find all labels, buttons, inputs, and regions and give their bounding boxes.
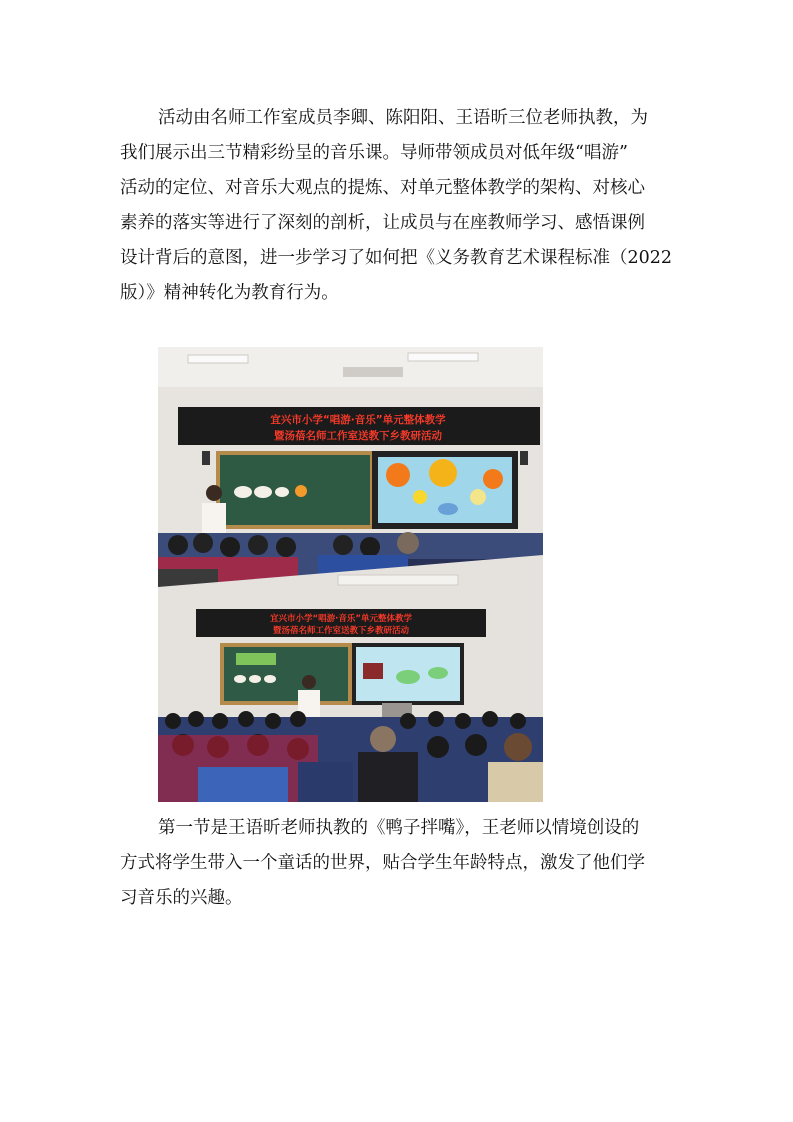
text-line: 素养的落实等进行了深刻的剖析，让成员与在座教师学习、感悟课例	[120, 213, 645, 233]
paragraph-intro	[120, 101, 675, 311]
banner-bottom-line1: 宜兴市小学“唱游·音乐”单元整体教学	[270, 614, 412, 624]
text-line: 我们展示出三节精彩纷呈的音乐课。导师带领成员对低年级“唱游”	[120, 143, 628, 163]
text-line: 设计背后的意图，进一步学习了如何把《义务教育艺术课程标准（2022	[120, 248, 673, 268]
classroom-photo	[158, 347, 543, 802]
text-line: 活动的定位、对音乐大观点的提炼、对单元整体教学的架构、对核心	[120, 178, 645, 198]
text-line: 活动由名师工作室成员李卿、陈阳阳、王语昕三位老师执教，为	[158, 108, 648, 128]
text-line: 版）》精神转化为教育行为。	[120, 283, 339, 303]
paragraph-first-lesson	[120, 811, 675, 916]
banner-top-line2: 暨汤蓓名师工作室送教下乡教研活动	[274, 430, 442, 442]
text-line: 习音乐的兴趣。	[120, 888, 243, 908]
text-line: 第一节是王语昕老师执教的《鸭子拌嘴》，王老师以情境创设的	[158, 818, 640, 838]
text-line: 方式将学生带入一个童话的世界，贴合学生年龄特点，激发了他们学	[120, 853, 645, 873]
banner-bottom-line2: 暨汤蓓名师工作室送教下乡教研活动	[272, 626, 410, 636]
banner-top-line1: 宜兴市小学“唱游·音乐”单元整体教学	[270, 414, 446, 426]
classroom-photo-drawing	[158, 347, 543, 802]
